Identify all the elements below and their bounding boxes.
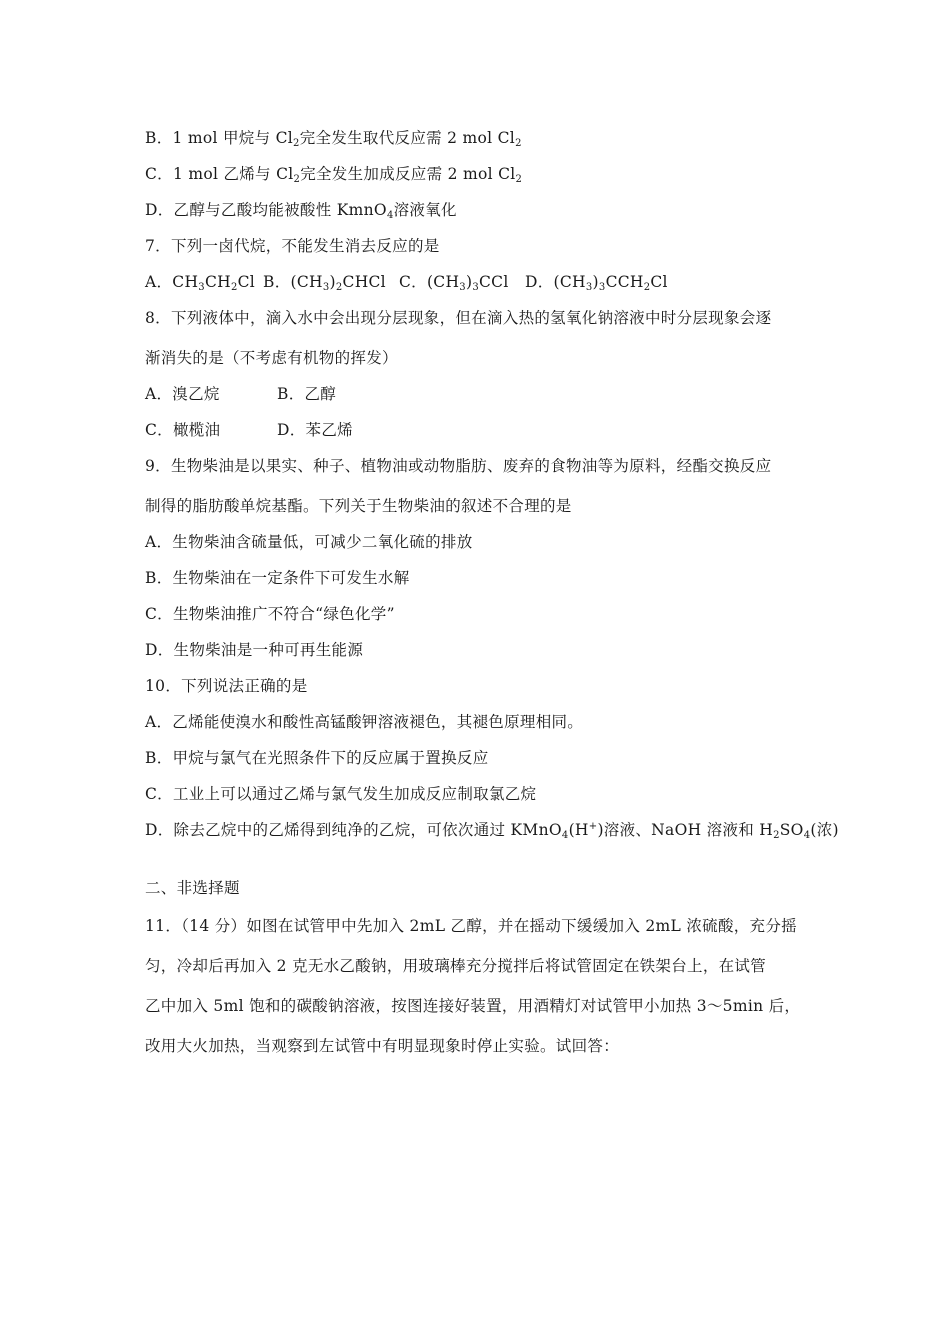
text: D．乙醇与乙酸均能被酸性 KmnO bbox=[145, 201, 387, 219]
subscript: 2 bbox=[515, 174, 523, 185]
text: A．CH bbox=[145, 273, 199, 291]
option-7c bbox=[399, 272, 525, 292]
question-11-cont-3: 改用大火加热，当观察到左试管中有明显现象时停止实验。试回答： bbox=[145, 1037, 620, 1055]
subscript: 2 bbox=[230, 282, 238, 293]
section-heading: 二、非选择题 bbox=[145, 879, 240, 897]
text: Cl bbox=[650, 273, 668, 291]
option-10b: B．甲烷与氯气在光照条件下的反应属于置换反应 bbox=[145, 749, 489, 767]
subscript: 4 bbox=[561, 830, 569, 841]
subscript: 3 bbox=[585, 282, 593, 293]
subscript: 3 bbox=[198, 282, 205, 293]
question-8-options-cd bbox=[145, 420, 353, 440]
question-11-cont-1: 匀，冷却后再加入 2 克无水乙酸钠，用玻璃棒充分搅拌后将试管固定在铁架台上，在试管 bbox=[145, 957, 767, 975]
option-6d bbox=[145, 200, 457, 220]
text: 溶液氧化 bbox=[393, 201, 457, 219]
question-11: 11．（14 分）如图在试管甲中先加入 2mL 乙醇，并在摇动下缓缓加入 2mL 浓硫酸，充分摇 bbox=[145, 917, 797, 935]
option-9c: C．生物柴油推广不符合“绿色化学” bbox=[145, 605, 395, 623]
text: CCH bbox=[605, 273, 644, 291]
option-6b bbox=[145, 128, 522, 148]
subscript: 4 bbox=[386, 210, 394, 221]
text: )溶液、NaOH 溶液和 H bbox=[597, 821, 774, 839]
option-7d bbox=[525, 272, 668, 292]
question-8-options-ab bbox=[145, 384, 336, 404]
option-7b bbox=[263, 272, 399, 292]
text: (浓) bbox=[810, 821, 839, 839]
text: B．(CH bbox=[263, 273, 323, 291]
question-7-options bbox=[145, 272, 668, 292]
text: CHCl bbox=[342, 273, 386, 291]
text: C．1 mol 乙烯与 Cl bbox=[145, 165, 294, 183]
text: Cl bbox=[237, 273, 256, 291]
subscript: 3 bbox=[322, 282, 330, 293]
text: CH bbox=[204, 273, 231, 291]
option-8b: B．乙醇 bbox=[277, 385, 337, 403]
text: B．1 mol 甲烷与 Cl bbox=[145, 129, 294, 147]
option-10a: A．乙烯能使溴水和酸性高锰酸钾溶液褪色，其褪色原理相同。 bbox=[145, 713, 584, 731]
text: ) bbox=[592, 273, 599, 291]
text: 完全发生加成反应需 2 mol Cl bbox=[300, 165, 516, 183]
text: D．除去乙烷中的乙烯得到纯净的乙烷，可依次通过 KMnO bbox=[145, 821, 562, 839]
option-9d: D．生物柴油是一种可再生能源 bbox=[145, 641, 364, 659]
subscript: 3 bbox=[598, 282, 606, 293]
text: CCl bbox=[479, 273, 509, 291]
subscript: 2 bbox=[293, 174, 301, 185]
question-11-cont-2: 乙中加入 5ml 饱和的碳酸钠溶液，按图连接好装置，用酒精灯对试管甲小加热 3～5min 后， bbox=[145, 997, 801, 1015]
subscript: 3 bbox=[459, 282, 466, 293]
option-8a: A．溴乙烷 bbox=[145, 385, 220, 403]
question-10: 10．下列说法正确的是 bbox=[145, 677, 308, 695]
question-8-cont: 渐消失的是（不考虑有机物的挥发） bbox=[145, 349, 398, 367]
option-7a bbox=[145, 272, 263, 292]
option-9b: B．生物柴油在一定条件下可发生水解 bbox=[145, 569, 410, 587]
option-9a: A．生物柴油含硫量低，可减少二氧化硫的排放 bbox=[145, 533, 473, 551]
subscript: 2 bbox=[643, 282, 651, 293]
subscript: 4 bbox=[803, 830, 811, 841]
superscript: + bbox=[588, 821, 598, 832]
text: C．(CH bbox=[399, 273, 460, 291]
text: 完全发生取代反应需 2 mol Cl bbox=[299, 129, 516, 147]
question-9-cont: 制得的脂肪酸单烷基酯。下列关于生物柴油的叙述不合理的是 bbox=[145, 497, 572, 515]
subscript: 2 bbox=[335, 282, 343, 293]
option-8c: C．橄榄油 bbox=[145, 421, 221, 439]
subscript: 2 bbox=[515, 138, 522, 149]
option-6c bbox=[145, 164, 522, 184]
subscript: 3 bbox=[472, 282, 479, 293]
text: (H bbox=[568, 821, 589, 839]
text: ) bbox=[465, 273, 473, 291]
option-10c: C．工业上可以通过乙烯与氯气发生加成反应制取氯乙烷 bbox=[145, 785, 537, 803]
text: ) bbox=[329, 273, 336, 291]
question-8: 8．下列液体中，滴入水中会出现分层现象，但在滴入热的氢氧化钠溶液中时分层现象会逐 bbox=[145, 309, 772, 327]
question-9: 9．生物柴油是以果实、种子、植物油或动物脂肪、废弃的食物油等为原料，经酯交换反应 bbox=[145, 457, 772, 475]
text: SO bbox=[779, 821, 804, 839]
option-8d: D．苯乙烯 bbox=[277, 421, 353, 439]
subscript: 2 bbox=[773, 830, 780, 841]
option-10d bbox=[145, 820, 839, 840]
text: D．(CH bbox=[525, 273, 586, 291]
subscript: 2 bbox=[293, 138, 300, 149]
question-7: 7．下列一卤代烷，不能发生消去反应的是 bbox=[145, 237, 440, 255]
